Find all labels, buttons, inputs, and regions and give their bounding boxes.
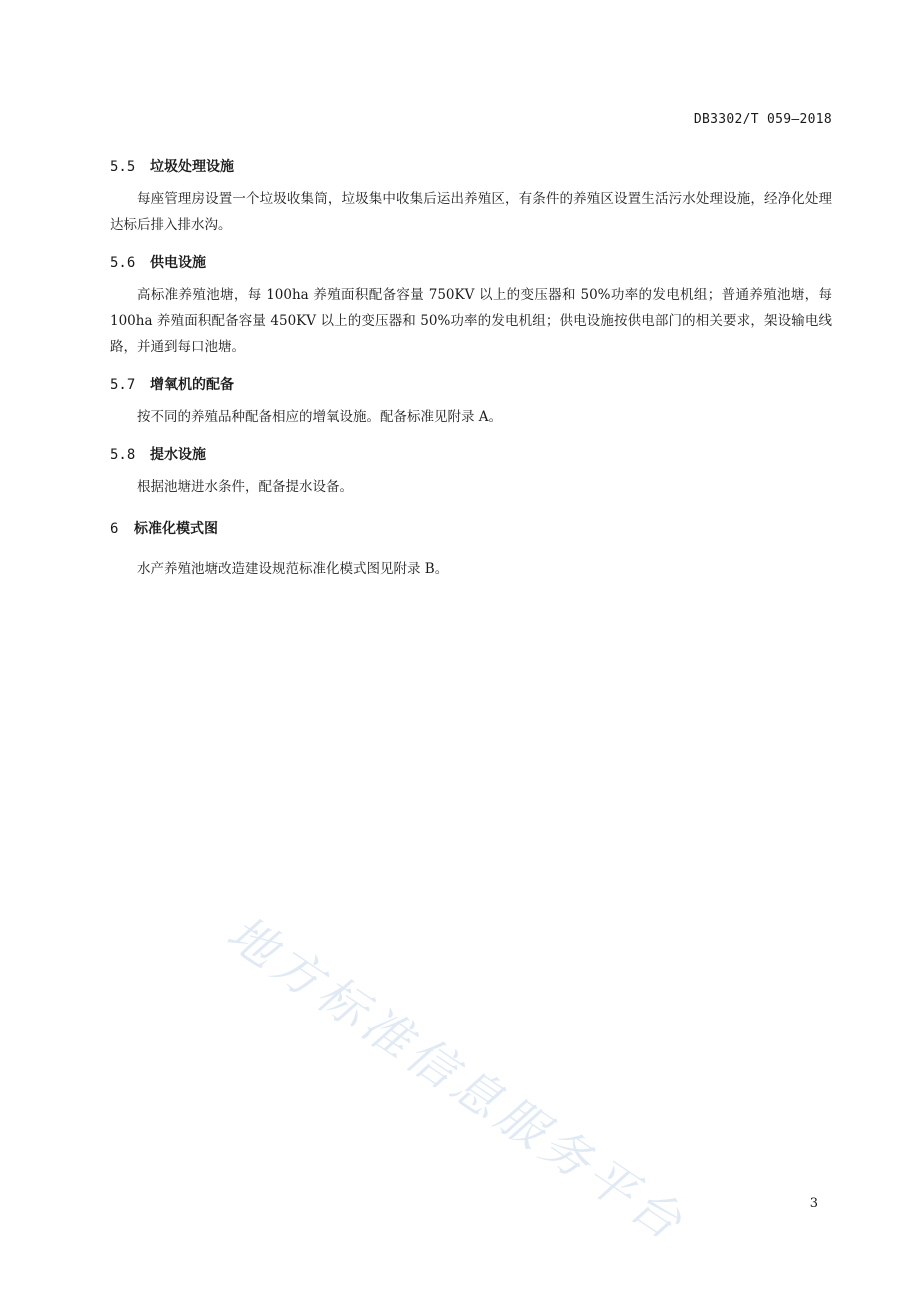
- watermark: 地方标准信息服务平台: [216, 905, 696, 1254]
- section-number: 5.6: [110, 255, 136, 271]
- section-heading-6: [110, 518, 832, 538]
- page-number: 3: [809, 1196, 818, 1211]
- document-code: DB3302/T 059—2018: [693, 112, 832, 127]
- section-paragraph: 高标准养殖池塘，每 100ha 养殖面积配备容量 750KV 以上的变压器和 50%功率的发电机组；普通养殖池塘，每 100ha 养殖面积配备容量 450KV 以上的变压器和 50%功率的发电机组；供电设施按供电部门的相关要求，架设输电线路，并通到每口池塘。: [110, 287, 832, 355]
- section-title: 垃圾处理设施: [150, 159, 234, 175]
- document-content: [110, 152, 832, 582]
- section-number: 5.7: [110, 377, 136, 393]
- section-title: 增氧机的配备: [150, 377, 234, 393]
- section-paragraph: 根据池塘进水条件，配备提水设备。: [137, 479, 353, 495]
- section-paragraph: 按不同的养殖品种配备相应的增氧设施。配备标准见附录 A。: [137, 409, 503, 425]
- section-number: 6: [110, 521, 119, 537]
- section-title: 供电设施: [150, 255, 206, 271]
- section-paragraph: 水产养殖池塘改造建设规范标准化模式图见附录 B。: [137, 561, 449, 577]
- section-number: 5.8: [110, 447, 136, 463]
- section-paragraph: 每座管理房设置一个垃圾收集筒，垃圾集中收集后运出养殖区，有条件的养殖区设置生活污水处理设施，经净化处理达标后排入排水沟。: [110, 191, 832, 233]
- section-heading-5-5: [110, 156, 832, 176]
- section-heading-5-8: [110, 444, 832, 464]
- section-number: 5.5: [110, 159, 136, 175]
- section-title: 标准化模式图: [134, 521, 218, 537]
- section-title: 提水设施: [150, 447, 206, 463]
- section-heading-5-6: [110, 252, 832, 272]
- section-heading-5-7: [110, 374, 832, 394]
